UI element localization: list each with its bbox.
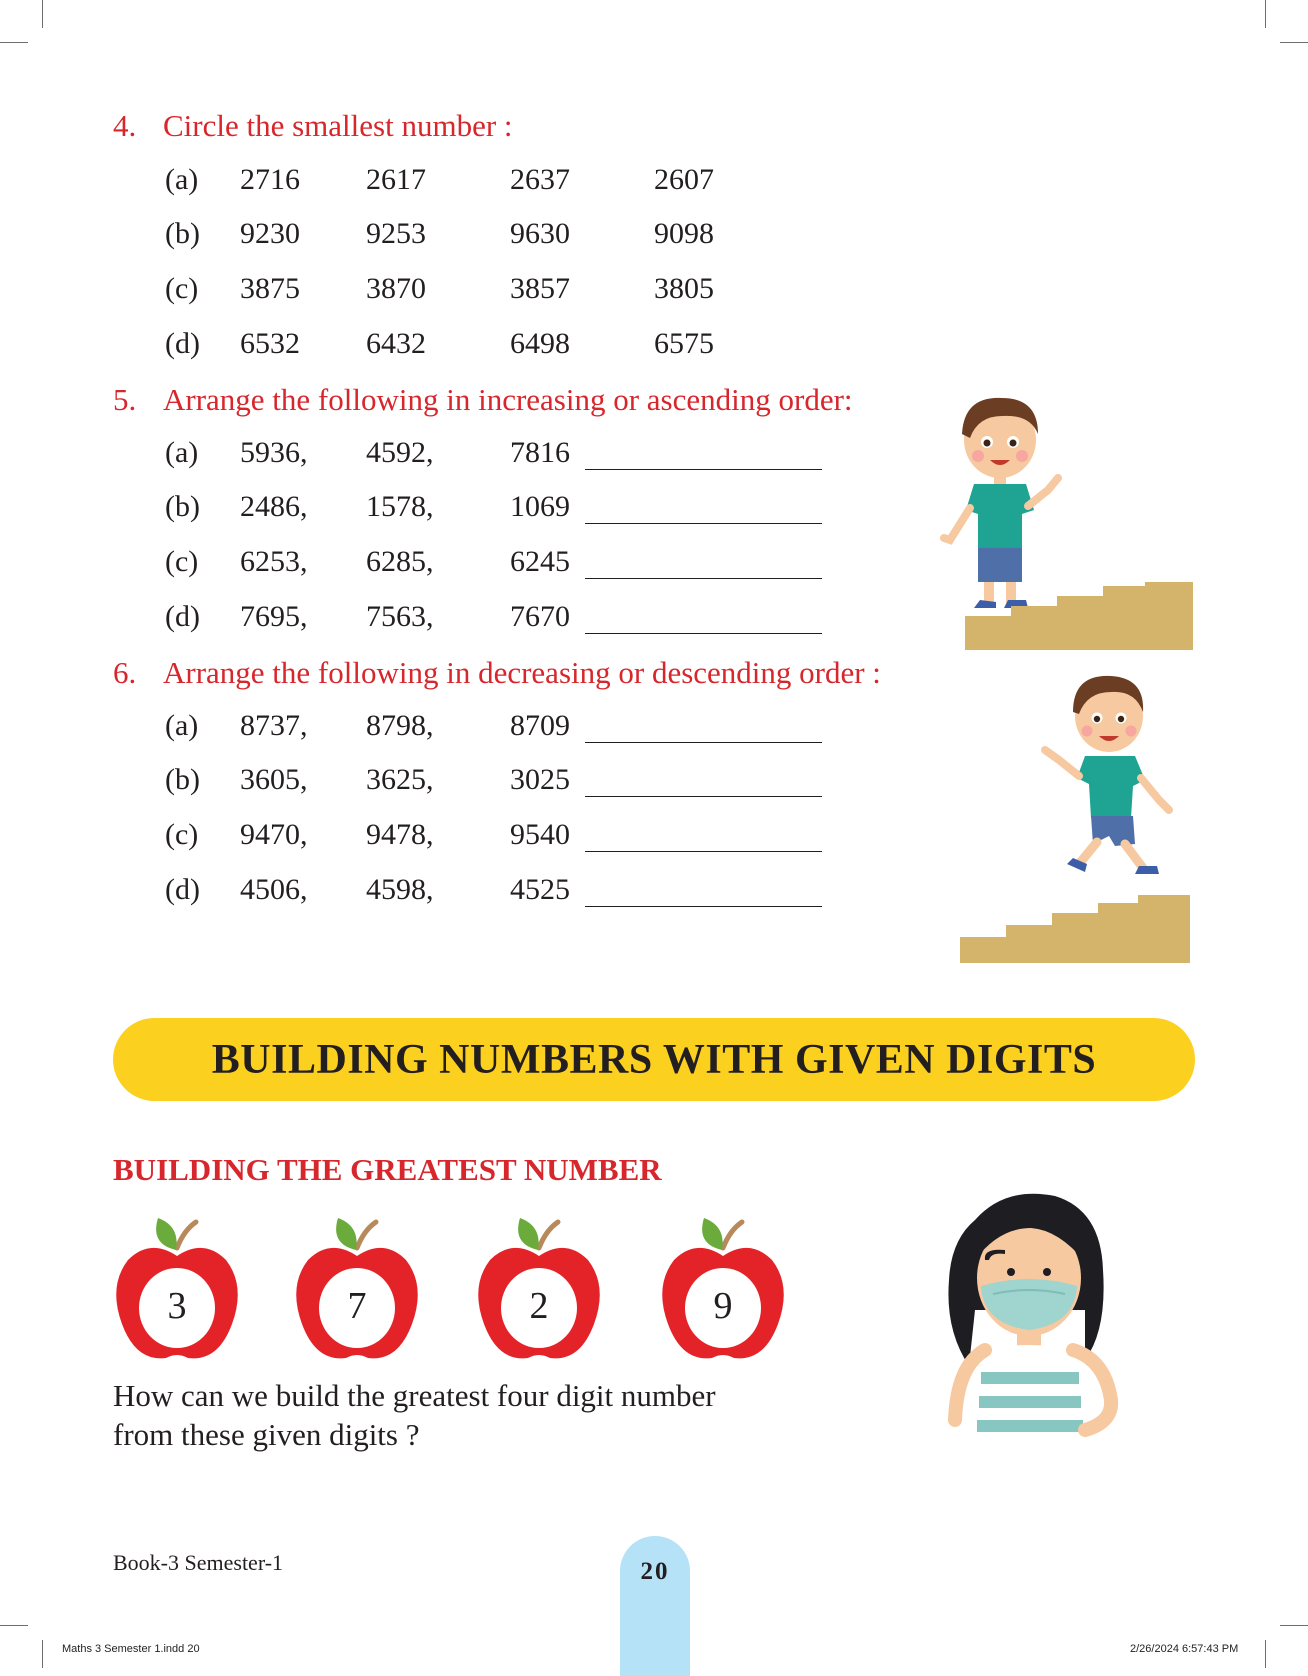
number-value: 8737,	[240, 709, 308, 742]
number-option[interactable]: 3870	[366, 272, 426, 305]
number-option[interactable]: 3875	[240, 272, 300, 305]
number-value: 6285,	[366, 545, 434, 578]
stairs-icon	[960, 895, 1190, 963]
number-value: 4592,	[366, 436, 434, 469]
answer-blank[interactable]	[585, 742, 822, 743]
number-value: 4525	[510, 873, 570, 906]
section-banner: BUILDING NUMBERS WITH GIVEN DIGITS	[113, 1018, 1195, 1101]
number-value: 9470,	[240, 818, 308, 851]
crop-mark	[1265, 1640, 1266, 1668]
row-label: (c)	[165, 272, 199, 305]
question-text: Arrange the following in decreasing or descending order :	[163, 655, 881, 690]
number-value: 7670	[510, 600, 570, 633]
answer-blank[interactable]	[585, 469, 822, 470]
question-text: Arrange the following in increasing or ascending order:	[163, 382, 853, 417]
number-value: 5936,	[240, 436, 308, 469]
apple-digit-card	[660, 1216, 786, 1364]
row-label: (a)	[165, 436, 199, 469]
question-number: 6.	[113, 655, 137, 690]
number-option[interactable]: 6532	[240, 327, 300, 360]
number-option[interactable]: 9253	[366, 217, 426, 250]
row-label: (b)	[165, 763, 200, 796]
number-value: 6253,	[240, 545, 308, 578]
number-option[interactable]: 2617	[366, 163, 426, 196]
number-value: 6245	[510, 545, 570, 578]
row-label: (c)	[165, 545, 199, 578]
question-number: 4.	[113, 108, 137, 143]
number-value: 9540	[510, 818, 570, 851]
page-number-tab	[620, 1536, 690, 1676]
book-label: Book-3 Semester-1	[113, 1550, 284, 1575]
question-number: 5.	[113, 382, 137, 417]
number-value: 8798,	[366, 709, 434, 742]
crop-mark	[0, 42, 28, 43]
row-label: (a)	[165, 163, 199, 196]
question-4-title	[113, 108, 513, 144]
number-option[interactable]: 3857	[510, 272, 570, 305]
apple-digit: 2	[529, 1285, 549, 1327]
answer-blank[interactable]	[585, 796, 822, 797]
number-option[interactable]: 2637	[510, 163, 570, 196]
number-value: 7563,	[366, 600, 434, 633]
question-line: How can we build the greatest four digit number	[113, 1378, 716, 1413]
apple-digit: 7	[347, 1285, 367, 1327]
number-value: 7816	[510, 436, 570, 469]
row-label: (a)	[165, 709, 199, 742]
number-value: 8709	[510, 709, 570, 742]
number-value: 1069	[510, 490, 570, 523]
answer-blank[interactable]	[585, 523, 822, 524]
apple-digit: 9	[713, 1285, 733, 1327]
question-5-title	[113, 382, 853, 418]
number-value: 7695,	[240, 600, 308, 633]
question-6-title	[113, 655, 881, 691]
subheading: BUILDING THE GREATEST NUMBER	[113, 1152, 662, 1187]
number-value: 1578,	[366, 490, 434, 523]
number-option[interactable]: 9630	[510, 217, 570, 250]
answer-blank[interactable]	[585, 906, 822, 907]
number-value: 4506,	[240, 873, 308, 906]
crop-mark	[1280, 1625, 1308, 1626]
apple-digit-card	[114, 1216, 240, 1364]
question-line: from these given digits ?	[113, 1417, 420, 1452]
answer-blank[interactable]	[585, 578, 822, 579]
number-option[interactable]: 9098	[654, 217, 714, 250]
row-label: (b)	[165, 217, 200, 250]
number-value: 3605,	[240, 763, 308, 796]
answer-blank[interactable]	[585, 851, 822, 852]
crop-mark	[42, 0, 43, 28]
slug-file: Maths 3 Semester 1.indd 20	[62, 1643, 200, 1655]
crop-mark	[0, 1625, 28, 1626]
number-value: 3625,	[366, 763, 434, 796]
number-option[interactable]: 6575	[654, 327, 714, 360]
question-text: Circle the smallest number :	[163, 108, 513, 143]
row-label: (d)	[165, 600, 200, 633]
number-option[interactable]: 3805	[654, 272, 714, 305]
number-option[interactable]: 2607	[654, 163, 714, 196]
stairs-icon	[965, 582, 1193, 650]
boy-climbing-icon	[1035, 668, 1185, 898]
apple-digit-card	[476, 1216, 602, 1364]
girl-mask-icon	[935, 1190, 1120, 1455]
crop-mark	[1280, 42, 1308, 43]
page-number: 20	[640, 1558, 670, 1585]
row-label: (b)	[165, 490, 200, 523]
crop-mark	[1265, 0, 1266, 28]
crop-mark	[42, 1640, 43, 1668]
number-option[interactable]: 9230	[240, 217, 300, 250]
number-value: 4598,	[366, 873, 434, 906]
number-option[interactable]: 6432	[366, 327, 426, 360]
slug-date: 2/26/2024 6:57:43 PM	[1130, 1643, 1239, 1655]
row-label: (d)	[165, 327, 200, 360]
number-value: 9478,	[366, 818, 434, 851]
row-label: (d)	[165, 873, 200, 906]
row-label: (c)	[165, 818, 199, 851]
apple-digit: 3	[167, 1285, 187, 1327]
question-paragraph	[113, 1376, 813, 1454]
apple-digit-card	[294, 1216, 420, 1364]
number-option[interactable]: 6498	[510, 327, 570, 360]
answer-blank[interactable]	[585, 633, 822, 634]
number-value: 3025	[510, 763, 570, 796]
number-value: 2486,	[240, 490, 308, 523]
number-option[interactable]: 2716	[240, 163, 300, 196]
